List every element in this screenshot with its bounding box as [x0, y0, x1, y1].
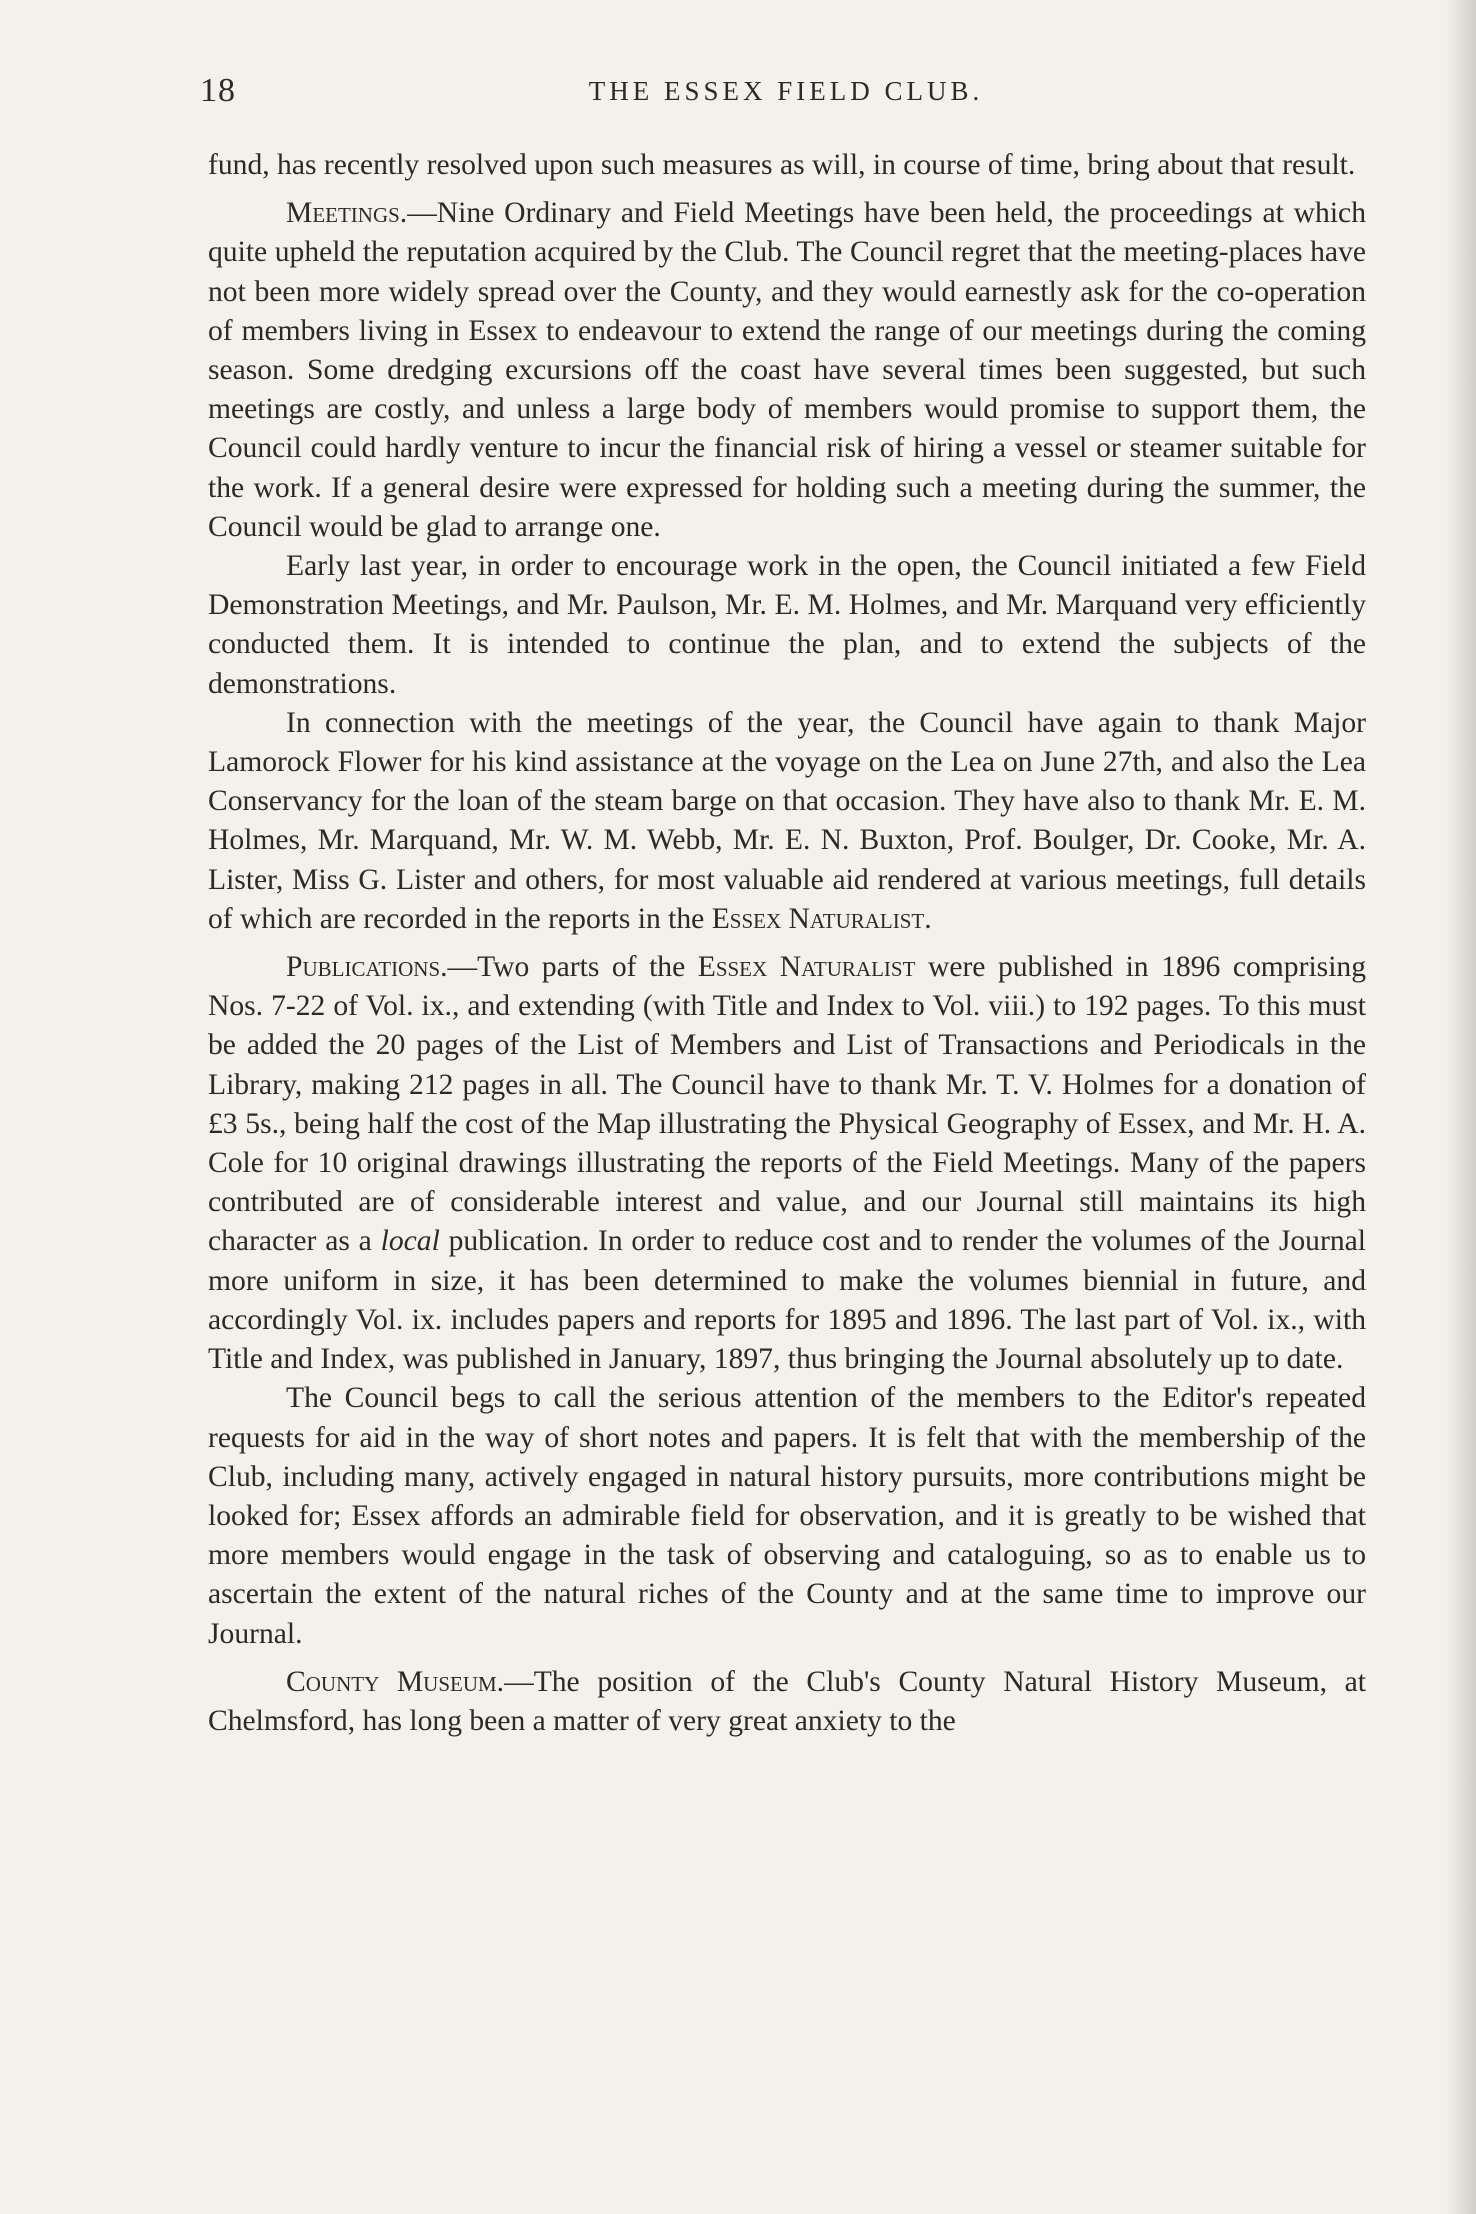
- paragraph-text: publication. In order to reduce cost and to render the volumes of the Journal more uniform in size, it has been determined to make the volumes biennial in future, and accordingly Vol. ix. includes papers and reports for 1895 and 1896. The last part of Vol. ix., with Title and Index, was published in January, 1897, thus bringing the Journal absolutely up to date.: [208, 1225, 1366, 1376]
- paragraph-text: Early last year, in order to encourage work in the open, the Council initiated a few Field Demonstration Meetings, and Mr. Paulson, Mr. E. M. Holmes, and Mr. Marquand very efficiently conducted them. It is intended to continue the plan, and to extend the subjects of the demonstrations.: [208, 550, 1366, 700]
- section-heading-meetings: Meetings.: [286, 197, 408, 230]
- paragraph-county-museum: [208, 1663, 1366, 1741]
- section-heading-county-museum: County Museum.: [286, 1665, 505, 1698]
- running-title: THE ESSEX FIELD CLUB.: [588, 76, 984, 106]
- paragraph-editor-request: [208, 1379, 1366, 1653]
- page-edge-shadow: [1446, 0, 1476, 2214]
- journal-name: Essex Naturalist: [711, 902, 925, 935]
- emphasis-local: local: [380, 1225, 440, 1258]
- page-header: [200, 72, 1372, 112]
- section-heading-publications: Publications.: [286, 951, 448, 984]
- journal-name: Essex Naturalist: [697, 951, 916, 984]
- paragraph-text: In connection with the meetings of the year, the Council have again to thank Major Lamorock Flower for his kind assistance at the voyage on the Lea on June 27th, and also the Lea Conservancy for the loan of the steam barge on that occasion. They have also to thank Mr. E. M. Holmes, Mr. Marquand, Mr. W. M. Webb, Mr. E. N. Buxton, Prof. Boulger, Dr. Cooke, Mr. A. Lister, Miss G. Lister and others, for most valuable aid rendered at various meetings, full details of which are recorded in the reports in the: [208, 706, 1366, 935]
- paragraph-demonstrations: [208, 547, 1366, 704]
- paragraph-meetings: [208, 194, 1366, 547]
- paragraph-text: —The position of the Club's County Natural History Museum, at Chelmsford, has long been a matter of very great anxiety to the: [208, 1665, 1366, 1737]
- paragraph-text: .: [924, 902, 932, 935]
- paragraph-acknowledgements: [208, 704, 1366, 939]
- paragraph-text: fund, has recently resolved upon such measures as will, in course of time, bring about that result.: [208, 149, 1356, 181]
- paragraph-continuation: [208, 146, 1366, 185]
- page-number: 18: [200, 72, 236, 109]
- paragraph-text: —Nine Ordinary and Field Meetings have been held, the proceedings at which quite upheld the reputation acquired by the Club. The Council regret that the meeting-places have not been more widely spread over the County, and they would earnestly ask for the co-operation of members living in Essex to endeavour to extend the range of our meetings during the coming season. Some dredging excursions off the coast have several times been suggested, but such meetings are costly, and unless a large body of members would promise to support them, the Council could hardly venture to incur the financial risk of hiring a vessel or steamer suitable for the work. If a general desire were expressed for holding such a meeting during the summer, the Council would be glad to arrange one.: [208, 197, 1366, 543]
- paragraph-text: were published in 1896 comprising Nos. 7-22 of Vol. ix., and extending (with Title and Index to Vol. viii.) to 192 pages. To this must be added the 20 pages of the List of Members and List of Transactions and Periodicals in the Library, making 212 pages in all. The Council have to thank Mr. T. V. Holmes for a donation of £3 5s., being half the cost of the Map illustrating the Physical Geography of Essex, and Mr. H. A. Cole for 10 original drawings illustrating the reports of the Field Meetings. Many of the papers contributed are of considerable interest and value, and our Journal still maintains its high character as a: [208, 951, 1367, 1258]
- paragraph-text: The Council begs to call the serious attention of the members to the Editor's repeated requests for aid in the way of short notes and papers. It is felt that with the membership of the Club, including many, actively engaged in natural history pursuits, more contributions might be looked for; Essex affords an admirable field for observation, and it is greatly to be wished that more members would engage in the task of observing and cataloguing, so as to enable us to ascertain the extent of the natural riches of the County and at the same time to improve our Journal.: [208, 1382, 1366, 1650]
- paragraph-publications: [208, 948, 1366, 1379]
- paragraph-text: —Two parts of the: [447, 951, 698, 984]
- page-body: [208, 146, 1366, 1741]
